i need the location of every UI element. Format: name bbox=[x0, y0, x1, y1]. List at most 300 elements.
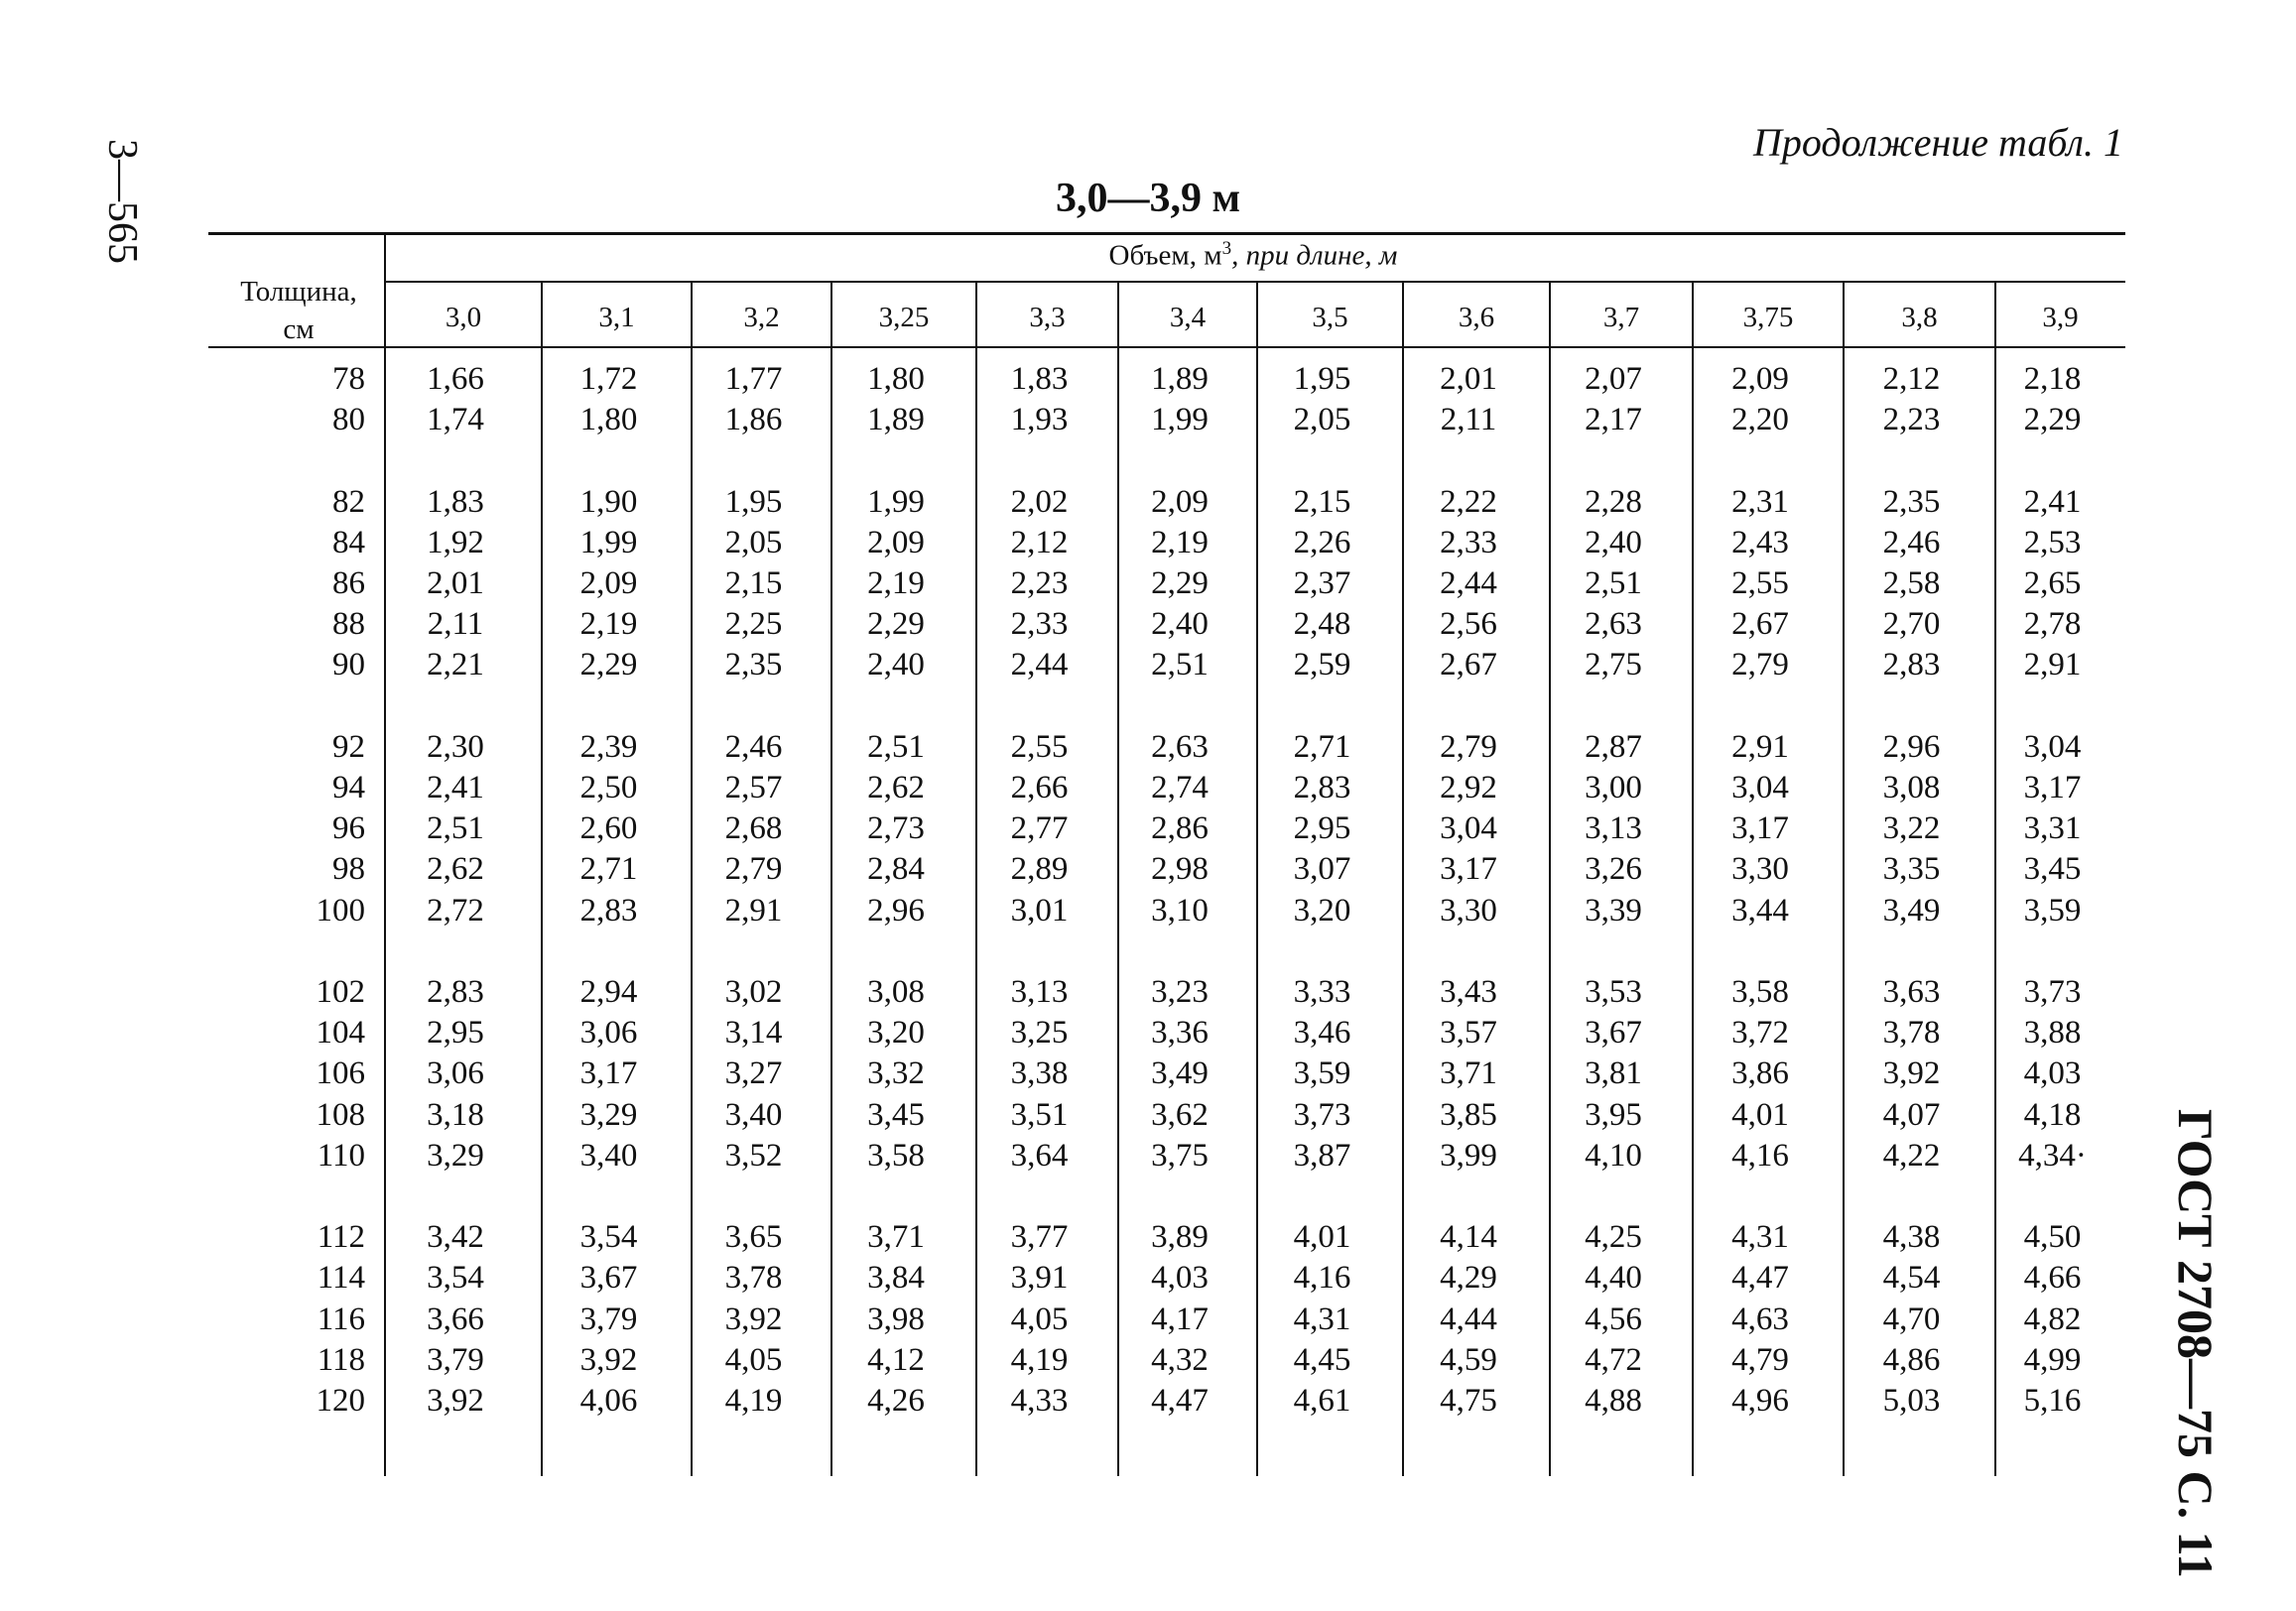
volume-cell: 1,89 bbox=[867, 402, 925, 437]
thickness-cell: 96 bbox=[332, 810, 365, 846]
volume-cell: 2,01 bbox=[1440, 361, 1497, 397]
length-header: 3,5 bbox=[1312, 302, 1348, 333]
volume-cell: 2,15 bbox=[724, 565, 783, 601]
volume-cell: 3,85 bbox=[1440, 1097, 1497, 1133]
volume-cell: 4,61 bbox=[1293, 1383, 1351, 1419]
volume-header-suffix: , при длине, м bbox=[1231, 239, 1398, 272]
volume-cell: 4,82 bbox=[2023, 1301, 2082, 1337]
volume-cell: 4,96 bbox=[1731, 1383, 1789, 1419]
volume-cell: 3,46 bbox=[1293, 1015, 1351, 1051]
volume-cell: 3,49 bbox=[1882, 893, 1941, 929]
volume-cell: 4,99 bbox=[2023, 1342, 2082, 1378]
volume-cell: 2,33 bbox=[1010, 606, 1069, 642]
volume-cell: 3,99 bbox=[1440, 1138, 1497, 1174]
volume-cell: 4,25 bbox=[1585, 1219, 1642, 1255]
volume-cell: 4,03 bbox=[2023, 1055, 2082, 1091]
volume-cell: 2,35 bbox=[724, 647, 783, 682]
volume-cell: 3,84 bbox=[867, 1260, 925, 1296]
volume-cell: 3,14 bbox=[724, 1015, 783, 1051]
volume-cell: 2,51 bbox=[1585, 565, 1642, 601]
volume-cell: 4,03 bbox=[1151, 1260, 1209, 1296]
column-rule bbox=[691, 282, 693, 1476]
volume-cell: 3,01 bbox=[1010, 893, 1069, 929]
volume-cell: 3,27 bbox=[724, 1055, 783, 1091]
volume-cell: 3,00 bbox=[1585, 770, 1642, 806]
volume-cell: 4,47 bbox=[1731, 1260, 1789, 1296]
volume-cell: 2,79 bbox=[1731, 647, 1789, 682]
volume-cell: 4,32 bbox=[1151, 1342, 1209, 1378]
thickness-cell: 108 bbox=[316, 1097, 365, 1133]
volume-cell: 4,06 bbox=[579, 1383, 638, 1419]
table-row bbox=[0, 1053, 2296, 1093]
volume-cell: 4,29 bbox=[1440, 1260, 1497, 1296]
volume-cell: 1,80 bbox=[579, 402, 638, 437]
volume-cell: 2,91 bbox=[724, 893, 783, 929]
volume-cell: 3,92 bbox=[427, 1383, 484, 1419]
volume-cell: 2,23 bbox=[1010, 565, 1069, 601]
volume-cell: 4,45 bbox=[1293, 1342, 1351, 1378]
volume-cell: 2,19 bbox=[867, 565, 925, 601]
volume-cell: 2,37 bbox=[1293, 565, 1351, 601]
volume-cell: 2,43 bbox=[1731, 525, 1789, 560]
length-header: 3,1 bbox=[598, 302, 635, 333]
volume-cell: 2,20 bbox=[1731, 402, 1789, 437]
volume-cell: 3,67 bbox=[579, 1260, 638, 1296]
volume-cell: 2,29 bbox=[579, 647, 638, 682]
volume-cell: 2,72 bbox=[427, 893, 484, 929]
volume-cell: 2,62 bbox=[867, 770, 925, 806]
volume-cell: 5,16 bbox=[2023, 1383, 2082, 1419]
volume-cell: 2,51 bbox=[867, 729, 925, 765]
volume-cell: 2,09 bbox=[867, 525, 925, 560]
table-row bbox=[0, 891, 2296, 930]
length-header: 3,7 bbox=[1602, 302, 1640, 333]
volume-cell: 2,39 bbox=[579, 729, 638, 765]
volume-cell: 4,17 bbox=[1151, 1301, 1209, 1337]
volume-cell: 3,13 bbox=[1585, 810, 1642, 846]
volume-cell: 2,62 bbox=[427, 851, 484, 887]
volume-cell: 1,99 bbox=[1151, 402, 1209, 437]
volume-cell: 2,02 bbox=[1010, 484, 1069, 520]
volume-cell: 2,30 bbox=[427, 729, 484, 765]
volume-cell: 3,66 bbox=[427, 1301, 484, 1337]
volume-cell: 2,71 bbox=[1293, 729, 1351, 765]
length-header: 3,4 bbox=[1169, 302, 1207, 333]
volume-cell: 2,40 bbox=[1151, 606, 1209, 642]
table-row bbox=[0, 604, 2296, 644]
volume-cell: 2,09 bbox=[1151, 484, 1209, 520]
table-row bbox=[0, 1258, 2296, 1298]
volume-cell: 2,60 bbox=[579, 810, 638, 846]
table-row bbox=[0, 1381, 2296, 1421]
thickness-cell: 78 bbox=[332, 361, 365, 397]
volume-cell: 2,28 bbox=[1585, 484, 1642, 520]
volume-cell: 3,40 bbox=[724, 1097, 783, 1133]
volume-cell: 3,88 bbox=[2023, 1015, 2082, 1051]
volume-cell: 2,29 bbox=[1151, 565, 1209, 601]
volume-cell: 4,59 bbox=[1440, 1342, 1497, 1378]
column-rule bbox=[1256, 282, 1258, 1476]
volume-cell: 2,78 bbox=[2023, 606, 2082, 642]
header-bottom-rule bbox=[208, 346, 2125, 348]
volume-cell: 3,92 bbox=[724, 1301, 783, 1337]
volume-header bbox=[385, 238, 2121, 273]
volume-cell: 3,26 bbox=[1585, 851, 1642, 887]
volume-cell: 4,33 bbox=[1010, 1383, 1069, 1419]
volume-cell: 2,83 bbox=[427, 974, 484, 1010]
table-row bbox=[0, 482, 2296, 522]
volume-cell: 2,66 bbox=[1010, 770, 1069, 806]
volume-cell: 3,59 bbox=[1293, 1055, 1351, 1091]
volume-cell: 3,13 bbox=[1010, 974, 1069, 1010]
volume-cell: 2,05 bbox=[724, 525, 783, 560]
column-rule bbox=[1692, 282, 1694, 1476]
volume-cell: 3,06 bbox=[427, 1055, 484, 1091]
volume-cell: 4,05 bbox=[724, 1342, 783, 1378]
volume-cell: 3,31 bbox=[2023, 810, 2082, 846]
volume-cell: 3,29 bbox=[579, 1097, 638, 1133]
volume-cell: 4,86 bbox=[1882, 1342, 1941, 1378]
volume-cell: 1,95 bbox=[1293, 361, 1351, 397]
volume-cell: 2,89 bbox=[1010, 851, 1069, 887]
volume-cell: 4,12 bbox=[867, 1342, 925, 1378]
volume-cell: 4,01 bbox=[1293, 1219, 1351, 1255]
volume-cell: 2,83 bbox=[579, 893, 638, 929]
volume-cell: 2,91 bbox=[2023, 647, 2082, 682]
volume-cell: 3,43 bbox=[1440, 974, 1497, 1010]
volume-cell: 3,64 bbox=[1010, 1138, 1069, 1174]
volume-cell: 3,86 bbox=[1731, 1055, 1789, 1091]
volume-cell: 3,04 bbox=[2023, 729, 2082, 765]
volume-cell: 2,18 bbox=[2023, 361, 2082, 397]
volume-cell: 3,45 bbox=[2023, 851, 2082, 887]
table-row bbox=[0, 1217, 2296, 1257]
volume-cell: 2,09 bbox=[1731, 361, 1789, 397]
volume-cell: 1,93 bbox=[1010, 402, 1069, 437]
volume-cell: 2,55 bbox=[1731, 565, 1789, 601]
thickness-cell: 110 bbox=[317, 1138, 365, 1174]
volume-cell: 3,95 bbox=[1585, 1097, 1642, 1133]
volume-cell: 2,94 bbox=[579, 974, 638, 1010]
volume-cell: 2,53 bbox=[2023, 525, 2082, 560]
length-header: 3,75 bbox=[1742, 302, 1794, 333]
volume-cell: 3,39 bbox=[1585, 893, 1642, 929]
volume-cell: 2,25 bbox=[724, 606, 783, 642]
volume-cell: 3,81 bbox=[1585, 1055, 1642, 1091]
thickness-cell: 98 bbox=[332, 851, 365, 887]
volume-cell: 2,75 bbox=[1585, 647, 1642, 682]
volume-cell: 3,51 bbox=[1010, 1097, 1069, 1133]
volume-cell: 4,05 bbox=[1010, 1301, 1069, 1337]
thickness-header: Толщина, см bbox=[240, 276, 357, 345]
volume-cell: 2,31 bbox=[1731, 484, 1789, 520]
continuation-label: Продолжение табл. 1 bbox=[1752, 120, 2123, 165]
volume-cell: 2,84 bbox=[867, 851, 925, 887]
volume-cell: 2,40 bbox=[867, 647, 925, 682]
document-reference-right: ГОСТ 2708—75 С. 11 bbox=[2168, 1109, 2224, 1578]
volume-cell: 4,40 bbox=[1585, 1260, 1642, 1296]
volume-cell: 1,90 bbox=[579, 484, 638, 520]
volume-cell: 2,58 bbox=[1882, 565, 1941, 601]
volume-cell: 3,04 bbox=[1731, 770, 1789, 806]
column-rule bbox=[1549, 282, 1551, 1476]
volume-cell: 2,86 bbox=[1151, 810, 1209, 846]
volume-cell: 2,63 bbox=[1151, 729, 1209, 765]
length-header: 3,3 bbox=[1029, 302, 1066, 333]
table-row bbox=[0, 768, 2296, 807]
table-row bbox=[0, 563, 2296, 603]
volume-cell: 2,95 bbox=[427, 1015, 484, 1051]
column-rule bbox=[830, 282, 832, 1476]
volume-cell: 2,51 bbox=[1151, 647, 1209, 682]
volume-cell: 3,08 bbox=[1882, 770, 1941, 806]
volume-cell: 3,92 bbox=[579, 1342, 638, 1378]
volume-cell: 3,67 bbox=[1585, 1015, 1642, 1051]
volume-cell: 4,31 bbox=[1293, 1301, 1351, 1337]
volume-cell: 3,52 bbox=[724, 1138, 783, 1174]
volume-cell: 3,35 bbox=[1882, 851, 1941, 887]
volume-cell: 3,33 bbox=[1293, 974, 1351, 1010]
volume-cell: 3,53 bbox=[1585, 974, 1642, 1010]
volume-cell: 3,91 bbox=[1010, 1260, 1069, 1296]
volume-cell: 4,47 bbox=[1151, 1383, 1209, 1419]
volume-cell: 3,32 bbox=[867, 1055, 925, 1091]
volume-cell: 3,30 bbox=[1440, 893, 1497, 929]
table-row bbox=[0, 727, 2296, 767]
volume-cell: 2,91 bbox=[1731, 729, 1789, 765]
volume-cell: 1,72 bbox=[579, 361, 638, 397]
volume-cell: 2,79 bbox=[1440, 729, 1497, 765]
volume-cell: 2,26 bbox=[1293, 525, 1351, 560]
volume-cell: 5,03 bbox=[1882, 1383, 1941, 1419]
volume-cell: 3,75 bbox=[1151, 1138, 1209, 1174]
thickness-cell: 94 bbox=[332, 770, 365, 806]
volume-cell: 1,86 bbox=[724, 402, 783, 437]
volume-cell: 2,22 bbox=[1440, 484, 1497, 520]
volume-cell: 2,83 bbox=[1882, 647, 1941, 682]
table-row bbox=[0, 523, 2296, 562]
volume-cell: 2,41 bbox=[427, 770, 484, 806]
table-row bbox=[0, 645, 2296, 684]
volume-cell: 3,23 bbox=[1151, 974, 1209, 1010]
volume-cell: 3,54 bbox=[579, 1219, 638, 1255]
volume-header-sup: 3 bbox=[1221, 238, 1232, 259]
volume-cell: 4,72 bbox=[1585, 1342, 1642, 1378]
thickness-cell: 118 bbox=[317, 1342, 365, 1378]
thickness-cell: 114 bbox=[317, 1260, 365, 1296]
thickness-cell: 92 bbox=[332, 729, 365, 765]
column-rule bbox=[541, 282, 543, 1476]
volume-cell: 3,10 bbox=[1151, 893, 1209, 929]
volume-cell: 4,18 bbox=[2023, 1097, 2082, 1133]
volume-cell: 2,41 bbox=[2023, 484, 2082, 520]
length-header: 3,9 bbox=[2042, 302, 2079, 333]
volume-cell: 3,63 bbox=[1882, 974, 1941, 1010]
thickness-cell: 86 bbox=[332, 565, 365, 601]
volume-cell: 3,77 bbox=[1010, 1219, 1069, 1255]
volume-cell: 2,73 bbox=[867, 810, 925, 846]
length-header: 3,2 bbox=[743, 302, 780, 333]
volume-cell: 3,92 bbox=[1882, 1055, 1941, 1091]
volume-cell: 4,22 bbox=[1882, 1138, 1941, 1174]
volume-cell: 3,18 bbox=[427, 1097, 484, 1133]
length-header: 3,0 bbox=[445, 302, 482, 333]
volume-cell: 3,89 bbox=[1151, 1219, 1209, 1255]
volume-cell: 2,57 bbox=[724, 770, 783, 806]
table-row bbox=[0, 808, 2296, 848]
volume-cell: 3,78 bbox=[1882, 1015, 1941, 1051]
volume-cell: 4,26 bbox=[867, 1383, 925, 1419]
volume-cell: 2,19 bbox=[1151, 525, 1209, 560]
volume-cell: 2,46 bbox=[1882, 525, 1941, 560]
volume-cell: 2,11 bbox=[427, 606, 484, 642]
volume-cell: 1,66 bbox=[427, 361, 484, 397]
volume-cell: 3,73 bbox=[1293, 1097, 1351, 1133]
volume-cell: 1,77 bbox=[724, 361, 783, 397]
thickness-cell: 84 bbox=[332, 525, 365, 560]
thickness-cell: 82 bbox=[332, 484, 365, 520]
volume-cell: 4,16 bbox=[1293, 1260, 1351, 1296]
volume-cell: 3,22 bbox=[1882, 810, 1941, 846]
volume-cell: 2,40 bbox=[1585, 525, 1642, 560]
table-row bbox=[0, 1013, 2296, 1053]
thickness-cell: 88 bbox=[332, 606, 365, 642]
volume-cell: 2,29 bbox=[2023, 402, 2082, 437]
volume-cell: 2,96 bbox=[1882, 729, 1941, 765]
volume-cell: 4,79 bbox=[1731, 1342, 1789, 1378]
volume-cell: 2,48 bbox=[1293, 606, 1351, 642]
page-number-left: 3—565 bbox=[99, 139, 145, 264]
volume-cell: 4,66 bbox=[2023, 1260, 2082, 1296]
volume-cell: 3,07 bbox=[1293, 851, 1351, 887]
column-rule bbox=[975, 282, 977, 1476]
table-row bbox=[0, 1095, 2296, 1135]
thickness-cell: 90 bbox=[332, 647, 365, 682]
length-header: 3,8 bbox=[1901, 302, 1938, 333]
volume-cell: 2,96 bbox=[867, 893, 925, 929]
volume-cell: 2,11 bbox=[1440, 402, 1497, 437]
volume-cell: 4,19 bbox=[724, 1383, 783, 1419]
volume-cell: 2,46 bbox=[724, 729, 783, 765]
volume-cell: 2,87 bbox=[1585, 729, 1642, 765]
volume-cell: 2,68 bbox=[724, 810, 783, 846]
volume-cell: 2,35 bbox=[1882, 484, 1941, 520]
volume-cell: 3,73 bbox=[2023, 974, 2082, 1010]
volume-cell: 3,20 bbox=[867, 1015, 925, 1051]
volume-cell: 3,72 bbox=[1731, 1015, 1789, 1051]
volume-cell: 4,63 bbox=[1731, 1301, 1789, 1337]
volume-cell: 4,44 bbox=[1440, 1301, 1497, 1337]
volume-cell: 3,57 bbox=[1440, 1015, 1497, 1051]
length-header: 3,25 bbox=[878, 302, 930, 333]
volume-cell: 3,20 bbox=[1293, 893, 1351, 929]
volume-cell: 2,12 bbox=[1010, 525, 1069, 560]
volume-cell: 3,17 bbox=[2023, 770, 2082, 806]
volume-cell: 3,87 bbox=[1293, 1138, 1351, 1174]
volume-cell: 1,83 bbox=[1010, 361, 1069, 397]
volume-cell: 3,79 bbox=[427, 1342, 484, 1378]
volume-cell: 4,54 bbox=[1882, 1260, 1941, 1296]
table-row bbox=[0, 1340, 2296, 1380]
volume-cell: 3,30 bbox=[1731, 851, 1789, 887]
volume-cell: 3,42 bbox=[427, 1219, 484, 1255]
volume-cell: 2,19 bbox=[579, 606, 638, 642]
volume-cell: 3,78 bbox=[724, 1260, 783, 1296]
volume-cell: 3,49 bbox=[1151, 1055, 1209, 1091]
volume-cell: 2,95 bbox=[1293, 810, 1351, 846]
volume-cell: 3,44 bbox=[1731, 893, 1789, 929]
volume-cell: 2,12 bbox=[1882, 361, 1941, 397]
volume-cell: 2,15 bbox=[1293, 484, 1351, 520]
volume-cell: 2,67 bbox=[1440, 647, 1497, 682]
thickness-cell: 80 bbox=[332, 402, 365, 437]
volume-cell: 4,10 bbox=[1585, 1138, 1642, 1174]
volume-cell: 3,62 bbox=[1151, 1097, 1209, 1133]
volume-cell: 3,17 bbox=[1731, 810, 1789, 846]
table-row bbox=[0, 400, 2296, 439]
volume-cell: 2,17 bbox=[1585, 402, 1642, 437]
volume-cell: 4,14 bbox=[1440, 1219, 1497, 1255]
thickness-cell: 100 bbox=[316, 893, 365, 929]
volume-cell: 2,09 bbox=[579, 565, 638, 601]
volume-cell: 4,19 bbox=[1010, 1342, 1069, 1378]
volume-cell: 3,04 bbox=[1440, 810, 1497, 846]
volume-cell: 1,92 bbox=[427, 525, 484, 560]
volume-cell: 2,71 bbox=[579, 851, 638, 887]
volume-cell: 2,79 bbox=[724, 851, 783, 887]
volume-cell: 3,38 bbox=[1010, 1055, 1069, 1091]
volume-cell: 3,58 bbox=[1731, 974, 1789, 1010]
volume-cell: 1,95 bbox=[724, 484, 783, 520]
volume-cell: 2,33 bbox=[1440, 525, 1497, 560]
table-top-rule bbox=[208, 232, 2125, 235]
volume-cell: 4,16 bbox=[1731, 1138, 1789, 1174]
table-row bbox=[0, 972, 2296, 1012]
volume-cell: 3,29 bbox=[427, 1138, 484, 1174]
column-rule bbox=[1994, 282, 1996, 1476]
volume-header-prefix: Объем, м bbox=[1108, 239, 1222, 272]
table-row bbox=[0, 1300, 2296, 1339]
table-row bbox=[0, 1136, 2296, 1176]
volume-cell: 3,40 bbox=[579, 1138, 638, 1174]
volume-cell: 4,56 bbox=[1585, 1301, 1642, 1337]
volume-cell: 2,29 bbox=[867, 606, 925, 642]
volume-cell: 2,55 bbox=[1010, 729, 1069, 765]
volume-cell: 3,17 bbox=[579, 1055, 638, 1091]
volume-cell: 3,71 bbox=[1440, 1055, 1497, 1091]
volume-cell: 1,99 bbox=[579, 525, 638, 560]
length-header: 3,6 bbox=[1458, 302, 1495, 333]
volume-cell: 3,65 bbox=[724, 1219, 783, 1255]
volume-cell: 3,54 bbox=[427, 1260, 484, 1296]
volume-cell: 1,83 bbox=[427, 484, 484, 520]
column-rule bbox=[1843, 282, 1845, 1476]
volume-cell: 3,71 bbox=[867, 1219, 925, 1255]
volume-cell: 2,44 bbox=[1440, 565, 1497, 601]
volume-cell: 4,70 bbox=[1882, 1301, 1941, 1337]
volume-cell: 2,83 bbox=[1293, 770, 1351, 806]
volume-cell: 2,74 bbox=[1151, 770, 1209, 806]
volume-cell: 3,36 bbox=[1151, 1015, 1209, 1051]
volume-cell: 2,01 bbox=[427, 565, 484, 601]
thickness-cell: 104 bbox=[316, 1015, 365, 1051]
thickness-cell: 102 bbox=[316, 974, 365, 1010]
volume-cell: 3,02 bbox=[724, 974, 783, 1010]
volume-cell: 3,25 bbox=[1010, 1015, 1069, 1051]
volume-cell: 2,07 bbox=[1585, 361, 1642, 397]
volume-cell: 3,06 bbox=[579, 1015, 638, 1051]
volume-cell: 2,67 bbox=[1731, 606, 1789, 642]
